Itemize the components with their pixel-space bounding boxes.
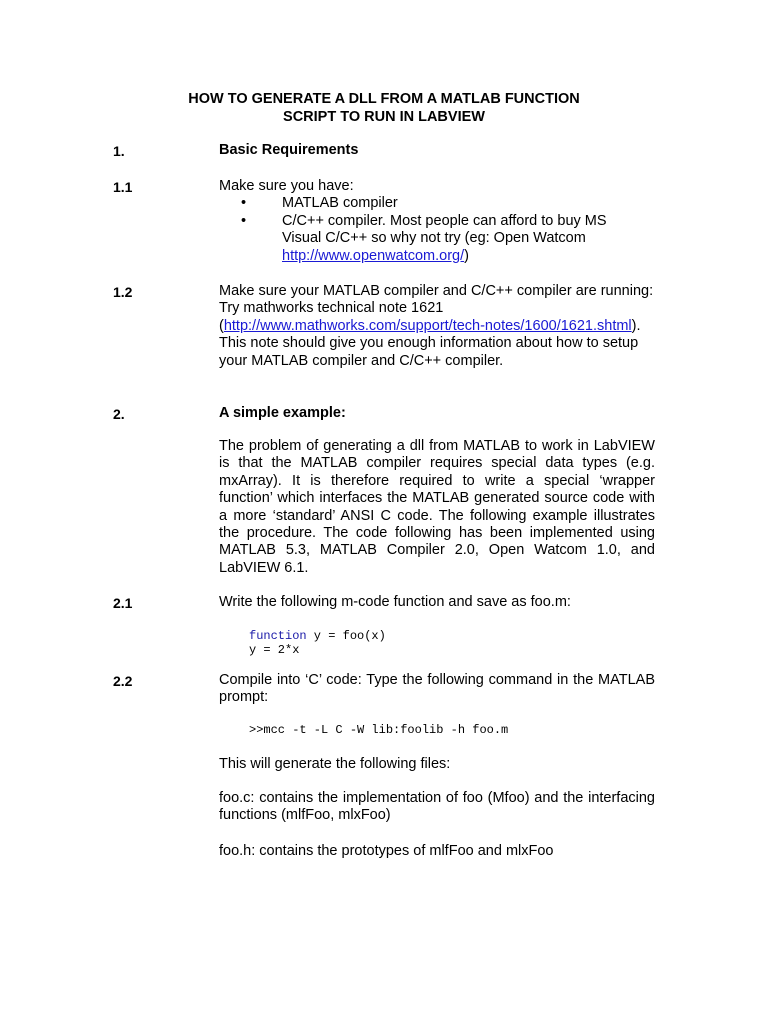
subsection-number: 2.2 — [113, 673, 133, 689]
code-text: y = foo(x) — [306, 629, 386, 643]
section-heading: Basic Requirements — [219, 142, 359, 158]
bullet-icon: • — [241, 195, 247, 211]
subsection-text: Compile into ‘C’ code: Type the following command in the MATLAB prompt: — [219, 672, 655, 706]
section-heading: A simple example: — [219, 405, 346, 421]
mathworks-link[interactable]: http://www.mathworks.com/support/tech-notes/1600/1621.shtml — [223, 317, 632, 334]
bullet-item: MATLAB compiler — [282, 195, 398, 211]
subsection-number: 2.1 — [113, 595, 133, 611]
bullet-item-text-end: ) — [464, 247, 469, 264]
code-line: y = 2*x — [249, 643, 300, 657]
bullet-item-text: C/C++ compiler. Most people can afford to buy MS Visual C/C++ so why not try (eg: Open Watcom — [282, 213, 607, 247]
subsection-number: 1.1 — [113, 179, 133, 195]
example-paragraph: The problem of generating a dll from MATLAB to work in LabVIEW is that the MATLAB compiler requires special data types (e.g. mxArray). It is therefore required to write a special ‘wrapper function’ which interfaces the MATLAB generated source code with a more ‘standard’ ANSI C code. The following example illustrates the procedure. The code following has been implemented using MATLAB 5.3, MATLAB Compiler 2.0, Open Watcom 1.0, and LabVIEW 6.1. — [219, 438, 655, 576]
command-line: >>mcc -t -L C -W lib:foolib -h foo.m — [249, 723, 509, 737]
subsection-number: 1.2 — [113, 284, 133, 300]
paragraph-text: This will generate the following files: — [219, 756, 451, 772]
openwatcom-link[interactable]: http://www.openwatcom.org/ — [282, 247, 465, 264]
paragraph-text-end: ). This note should give you enough information about how to setup your MATLAB compiler and C/C++ compiler. — [219, 317, 641, 369]
subsection-text: Make sure you have: — [219, 178, 354, 194]
paragraph-text: foo.h: contains the prototypes of mlfFoo and mlxFoo — [219, 843, 554, 859]
section-number: 1. — [113, 143, 125, 159]
document-title-line1: HOW TO GENERATE A DLL FROM A MATLAB FUNCTION — [188, 91, 580, 107]
bullet-item — [282, 213, 642, 265]
section-number: 2. — [113, 406, 125, 422]
subsection-text — [219, 283, 655, 370]
paragraph-text: Make sure your MATLAB compiler and C/C++ compiler are running: Try mathworks technical note 1621 ( — [219, 283, 654, 334]
paragraph-text: foo.c: contains the implementation of foo (Mfoo) and the interfacing functions (mlfFoo, mlxFoo) — [219, 790, 655, 824]
document-title-line2: SCRIPT TO RUN IN LABVIEW — [283, 109, 485, 125]
code-keyword: function — [249, 629, 307, 643]
code-line — [249, 629, 386, 643]
bullet-icon: • — [241, 213, 247, 229]
subsection-text: Write the following m-code function and save as foo.m: — [219, 594, 571, 610]
